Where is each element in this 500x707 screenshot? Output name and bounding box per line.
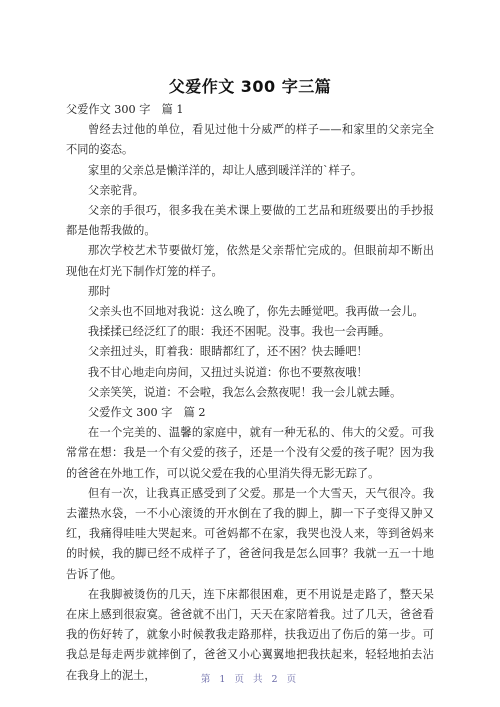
paragraph: 曾经去过他的单位，看见过他十分威严的样子——和家里的父亲完全不同的姿态。 [66, 123, 434, 157]
page-footer: 第 1 页 共 2 页 [200, 674, 300, 685]
paragraph: 父亲扭过头，盯着我：眼睛都红了，还不困？快去睡吧！ [88, 345, 368, 359]
document-body [66, 100, 434, 686]
paragraph: 家里的父亲总是懒洋洋的，却让人感到暖洋洋的`样子。 [88, 163, 363, 177]
paragraph: 父亲的手很巧，很多我在美术课上要做的工艺品和班级要出的手抄报都是他帮我做的。 [66, 204, 434, 238]
paragraph: 我揉揉已经泛红了的眼：我还不困呢。没事。我也一会再睡。 [88, 325, 391, 339]
section-heading: 父爱作文 300 字 篇 1 [66, 103, 184, 116]
paragraph: 那时 [88, 284, 111, 298]
paragraph: 父亲笑笑，说道：不会啦，我怎么会熬夜呢！我一会儿就去睡。 [88, 385, 402, 399]
paragraph: 在我脚被烫伤的几天，连下床都很困难，更不用说是走路了，整天呆在床上感到很寂寞。爸爸就不出门，天天在家陪着我。过了几天，爸爸看我的伤好转了，就象小时候教我走路那样，扶我迈出了伤后的第一步。可我总是每走两步就摔倒了，爸爸又小心翼翼地把我扶起来，轻轻地拍去沾在我身上的泥土， [66, 587, 434, 682]
paragraph: 但有一次，让我真正感受到了父爱。那是一个大雪天，天气很冷。我去灌热水袋，一不小心滚烫的开水倒在了我的脚上，脚一下子变得又肿又红，我痛得哇哇大哭起来。可爸妈都不在家，我哭也没人来，等到爸妈来的时候，我的脚已经不成样子了，爸爸问我是怎么回事？我就一五一十地告诉了他。 [66, 486, 434, 581]
paragraph: 我不甘心地走向房间，又扭过头说道：你也不要熬夜哦！ [88, 365, 368, 379]
paragraph: 父亲头也不回地对我说：这么晚了，你先去睡觉吧。我再做一会儿。 [88, 305, 424, 319]
paragraph: 父亲驼背。 [88, 183, 144, 197]
paragraph: 在一个完美的、温馨的家庭中，就有一种无私的、伟大的父爱。可我常常在想：我是一个有父爱的孩子，还是一个没有父爱的孩子呢？因为我的爸爸在外地工作，可以说父爱在我的心里消失得无影无踪了。 [66, 426, 434, 480]
section-heading: 父爱作文 300 字 篇 2 [88, 406, 206, 420]
paragraph: 那次学校艺术节要做灯笼，依然是父亲帮忙完成的。但眼前却不断出现他在灯光下制作灯笼的样子。 [66, 244, 434, 278]
page-title: 父爱作文 300 字三篇 [168, 77, 332, 96]
